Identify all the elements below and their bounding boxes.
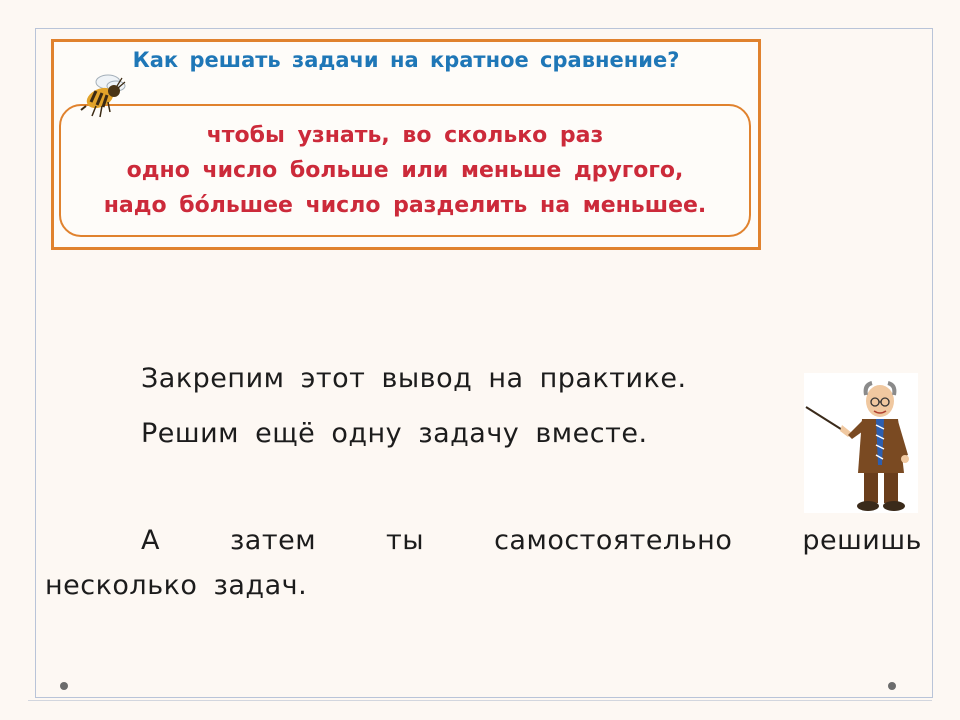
rule-box bbox=[51, 39, 761, 250]
word-2: затем bbox=[229, 525, 317, 556]
rule-line-3: надо бóльшее число разделить на меньшее. bbox=[103, 193, 707, 218]
rule-line-2: одно число больше или меньше другого, bbox=[126, 158, 684, 183]
body-paragraph-first-line bbox=[141, 525, 922, 556]
bottom-rule bbox=[28, 700, 932, 701]
teacher-illustration bbox=[804, 373, 918, 513]
body-line-2: Решим ещё одну задачу вместе. bbox=[141, 418, 648, 449]
bee-icon bbox=[78, 72, 128, 120]
rule-text bbox=[61, 118, 749, 223]
body-paragraph-last-line: несколько задач. bbox=[45, 570, 308, 601]
rule-title: Как решать задачи на кратное сравнение? bbox=[132, 48, 680, 72]
word-3: ты bbox=[386, 525, 425, 556]
word-5: решишь bbox=[802, 525, 922, 556]
rule-line-1: чтобы узнать, во сколько раз bbox=[206, 123, 604, 148]
corner-dot-right bbox=[888, 682, 896, 690]
rule-inner-box bbox=[59, 104, 751, 237]
word-4: самостоятельно bbox=[494, 525, 733, 556]
body-line-1: Закрепим этот вывод на практике. bbox=[141, 363, 687, 394]
word-1: А bbox=[141, 525, 160, 556]
corner-dot-left bbox=[60, 682, 68, 690]
